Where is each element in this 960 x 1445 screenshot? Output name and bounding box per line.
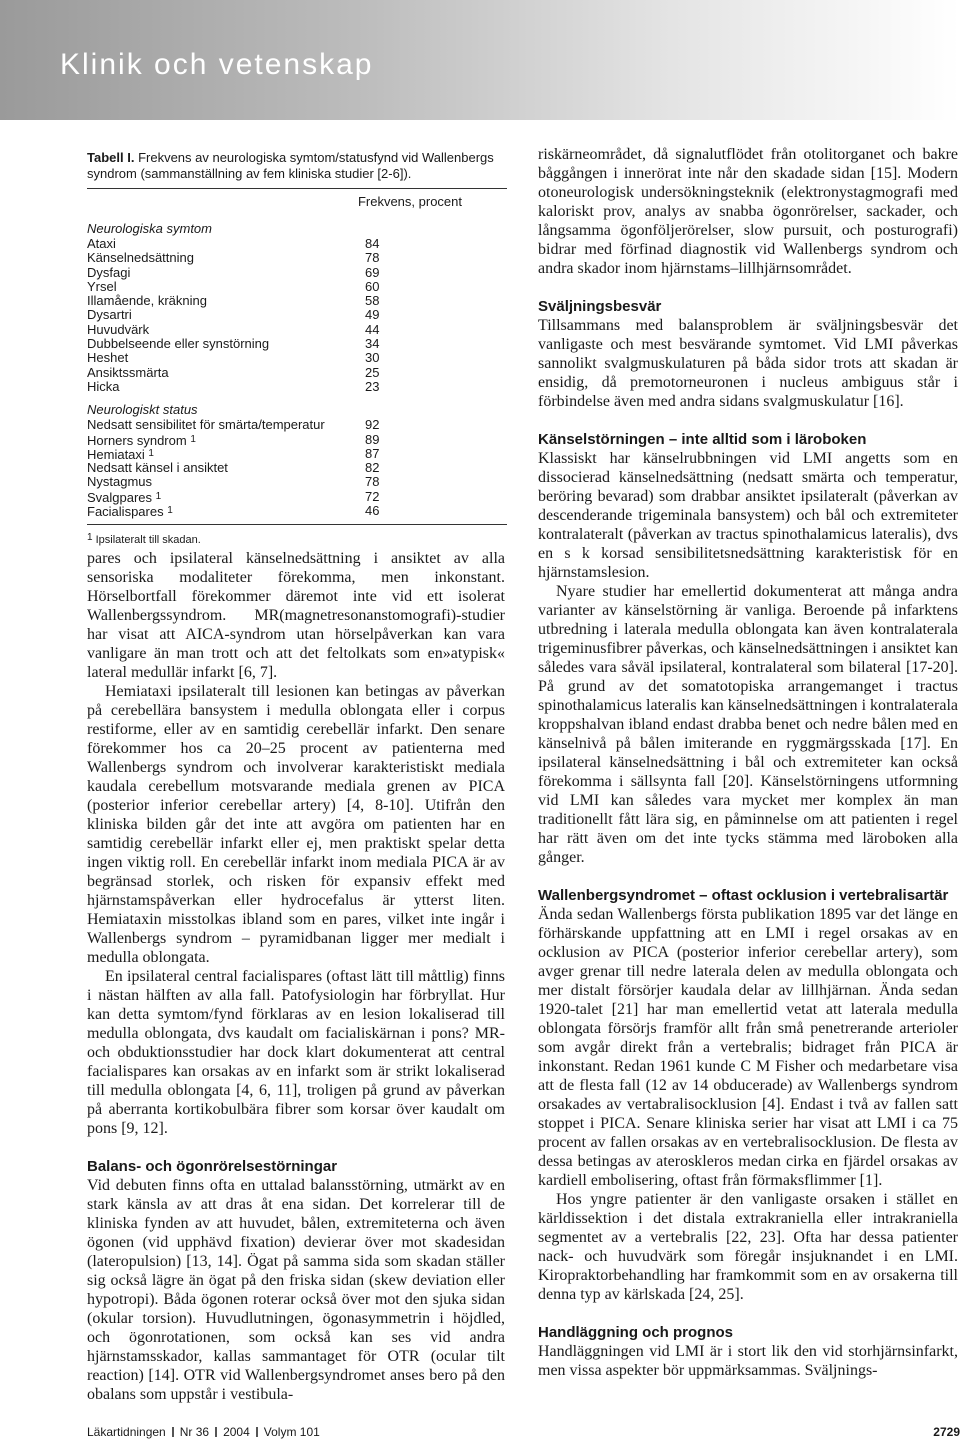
table-row-label: Horners syndrom $^1$ bbox=[87, 432, 196, 448]
table-row-value: 58 bbox=[365, 293, 380, 309]
table-row bbox=[87, 337, 507, 351]
left-text-column bbox=[87, 549, 505, 1404]
table-row bbox=[87, 308, 507, 322]
paragraph: Klassiskt har känselrubbningen vid LMI angetts som en dissocierad känselnedsättning (nedsatt smärta och temperatur, beröring bevarad) som drabbar ansiktet ipsilateralt (påverkan av descenderande trigeminala bansystem) och bål och extremiteter kontralateralt (påverkan av tractus spinothalamicus lateralis), dvs en s k korsad sensibilitetsnedsättning karakteristisk för en hjärnstamslesion. bbox=[538, 450, 958, 581]
table-row-label: Svalgpares $^1$ bbox=[87, 489, 162, 505]
table-row-value: 78 bbox=[365, 474, 380, 490]
footnote-ref: 1 bbox=[155, 490, 162, 502]
footnote-ref: 1 bbox=[167, 505, 173, 517]
footer-issue: Nr 36 bbox=[179, 1425, 210, 1439]
table-row-label: Ansiktssmärta bbox=[87, 364, 169, 380]
table-row-value: 87 bbox=[365, 445, 380, 461]
table-row-value: 30 bbox=[365, 350, 380, 366]
right-text-column bbox=[538, 145, 958, 1380]
paragraph: Ända sedan Wallenbergs första publikation 1895 var det länge en förhärskande uppfattning att en LMI i regel orsakas av en ocklusion av PICA (posterior inferior cerebellar artery), som avger grenar till nedre laterala delen av medulla oblongata och mer distalt försörjer kaudala delar av lillhjärnan. Ända sedan 1920-talet [21] har man emellertid vetat att laterala medulla oblongata försörjs framför allt från små penetrerande arterioler som avgår direkt från a vertebralis; bidraget från PICA är inkonstant. Redan 1961 kunde C M Fisher och medarbetare visa att de flesta fall (12 av 14 obducerade) av Wallenbergs syndrom orsakades av vertabralisocklusion [4]. Endast i två av fallen satt stoppet i PICA. Senare kliniska serier har visat att LMI i ca 75 procent av fallen orsakas av en vertebralisocklusion. De flesta av dessa betingas av ateroskleros medan cirka en fjärdel orsakas av kardiell embolisering, oftast från förmaksflimmer [1]. bbox=[538, 906, 958, 1189]
table-row bbox=[87, 447, 507, 461]
table-row-value: 82 bbox=[365, 460, 380, 476]
table-top-rule bbox=[87, 188, 507, 189]
paragraph: Hemiataxi ipsilateralt till lesionen kan betingas av påverkan på cerebellära bansystem i medulla oblongata eller i corpus restiforme, eller av en samtidig cerebellär infarkt. Den senare förekommer hos ca 20–25 procent av patienterna med Wallenbergs syndrom och involverar karakteristiskt mediala kaudala cerebellum motsvarande mediala grenen av PICA (posterior inferior cerebellar artery) [4, 8-10]. Utifrån den kliniska bilden går det inte att avgöra om patienten har en samtidig cerebellär infarkt eller ej, men praktiskt spelar detta ingen viktig roll. En cerebellär infarkt inom mediala PICA är av begränsad storlek, och risken för expansiv effekt med hjärnstamspåverkan eller hydrocefalus är ytterst liten. Hemiataxin misstolkas ibland som en pares, vilket inte ingår i Wallenbergs syndrom – pyramidbanan ligger mer medialt i medulla oblongata. bbox=[87, 683, 505, 966]
table-row-label: Yrsel bbox=[87, 278, 117, 294]
table-row-value: 89 bbox=[365, 431, 380, 447]
table-row-label: Heshet bbox=[87, 350, 129, 366]
table-caption bbox=[87, 150, 507, 182]
subheading-management: Handläggning och prognos bbox=[538, 1324, 733, 1341]
table-row-label: Hicka bbox=[87, 378, 120, 394]
table-row bbox=[87, 366, 507, 380]
table-1 bbox=[87, 150, 507, 547]
footnote-mark: 1 bbox=[87, 532, 93, 544]
table-row-label: Facialispares $^1$ bbox=[87, 504, 173, 520]
table-row-value: 44 bbox=[365, 321, 380, 337]
subheading-balance: Balans- och ögonrörelsestörningar bbox=[87, 1158, 338, 1175]
paragraph: En ipsilateral central facialispares (oftast lätt till måttlig) finns i nästan hälften av alla fall. Patofysiologin har förbryllat. Hur kan detta symtom/fynd förklaras av en lesion lokaliserad till medulla oblongata, dvs kaudalt om facialiskärnan i pons? MR- och obduktionsstudier har dock klart dokumenterat att central facialispares kan orsakas av en infarkt som är strikt lokaliserad till medulla oblongata [4, 6, 11], troligen på grund av påverkan på aberranta kortikobulbära fibrer som korsar över kaudalt om pons [9, 12]. bbox=[87, 968, 505, 1137]
table-row-label: Nedsatt känsel i ansiktet bbox=[87, 460, 228, 476]
paragraph: Tillsammans med balansproblem är sväljningsbesvär det vanligaste och mest besvärande symtomet. Vid LMI påverkas sannolikt svalgmuskulaturen på båda sidor trots att skadan är ensidig, då premotorneuronen i nucleus ambiguus står i förbindelse även med andra sidans svalgmuskulatur [16]. bbox=[538, 317, 958, 410]
table-row bbox=[87, 475, 507, 489]
subheading-wallenberg: Wallenbergsyndromet – oftast ocklusion i vertebralisartär bbox=[538, 887, 949, 904]
table-row-value: 84 bbox=[365, 236, 380, 251]
table-section-status: Neurologiskt status bbox=[87, 402, 198, 418]
table-row-value: 92 bbox=[365, 417, 380, 433]
table-row-value: 72 bbox=[365, 488, 380, 504]
table-footnote bbox=[87, 531, 507, 547]
footer-journal: Läkartidningen bbox=[87, 1425, 166, 1439]
table-section-symptoms: Neurologiska symtom bbox=[87, 221, 212, 236]
table-row bbox=[87, 433, 507, 447]
table-bottom-rule bbox=[87, 524, 507, 525]
table-column-header: Frekvens, procent bbox=[357, 194, 462, 209]
subheading-swallowing: Sväljningsbesvär bbox=[538, 298, 662, 315]
page-number: 2729 bbox=[933, 1425, 960, 1439]
footnote-ref: 1 bbox=[148, 447, 154, 459]
table-row bbox=[87, 251, 507, 265]
section-title: Klinik och vetenskap bbox=[60, 48, 374, 81]
table-caption-text: Frekvens av neurologiska symtom/statusfynd vid Wallenbergs syndrom (sammanställning av fem kliniska studier [2-6]). bbox=[87, 150, 494, 181]
table-row bbox=[87, 266, 507, 280]
table-row-label: Illamående, kräkning bbox=[87, 293, 207, 309]
paragraph: Vid debuten finns ofta en uttalad balansstörning, utmärkt av en stark känsla av att dras åt ena sidan. Det korrelerar till de kliniska fynden av att huvudet, bålen, extremiteterna och även ögonen (vid upphävd fixation) devierar över mot skadesidan (lateropulsion) [13, 14]. Ögat på samma sida som skadan ställer sig också lägre än ögat på den friska sidan (skew deviation eller hypotropi). Båda ögonen roterar också över mot den sjuka sidan (okular torsion). Huvudlutningen, ögonasymmetrin i höjdled, och ögonrotationen, som också kan ses vid andra hjärnstamsskador, kallas sammantaget för OTR (ocular tilt reaction) [14]. OTR vid Wallenbergsyndromet anses bero på den obalans som uppstår i vestibula- bbox=[87, 1177, 505, 1403]
table-row-value: 69 bbox=[365, 264, 380, 280]
table-row-label: Dysfagi bbox=[87, 264, 131, 280]
table-row bbox=[87, 351, 507, 365]
subheading-sensory: Känselstörningen – inte alltid som i läroboken bbox=[538, 431, 867, 448]
table-row bbox=[87, 380, 507, 394]
table-row-label: Dubbelseende eller synstörning bbox=[87, 336, 270, 352]
table-row bbox=[87, 461, 507, 475]
table-label: Tabell I. bbox=[87, 150, 135, 165]
table-status-rows bbox=[87, 418, 507, 518]
paragraph: Hos yngre patienter är den vanligaste orsaken i stället en kärldissektion i det distala extrakraniella eller intrakraniella segmentet av a vertebralis [22, 23]. Ofta har dessa patienter nack- och huvudvärk som föregår insjuknandet i en LMI. Kiropraktorbehandling har framkommit som en av orsakerna till denna typ av kärlskada [24, 25]. bbox=[538, 1191, 958, 1303]
page-footer bbox=[87, 1425, 960, 1441]
table-row bbox=[87, 504, 507, 518]
footnote-text: Ipsilateralt till skadan. bbox=[95, 534, 201, 547]
footer-volume: Volym 101 bbox=[263, 1425, 320, 1439]
table-row-label: Hemiataxi $^1$ bbox=[87, 446, 154, 462]
footer-year: 2004 bbox=[223, 1425, 250, 1439]
footer-separator bbox=[172, 1427, 174, 1437]
table-row-label: Ataxi bbox=[87, 236, 116, 251]
paragraph: Nyare studier har emellertid dokumenterat att många andra varianter av känselstörning är vanliga. Beroende på infarktens utbredning i laterala medulla oblongata kan även kontralaterala trigeminusfibrer påverkas, och känselnedsättningen i ansiktet kan således vara såväl ipsilateral, kontralateral som bilateral [17-20]. På grund av det somatotopiska arrangemanget i tractus spinothalamicus lateralis kan känselnedsättningen i kontralaterala kroppshalvan ibland endast drabba benet och nedre bålen med en känselnivå på bålen imiterande en ryggmärgsskada [17]. En ipsilateral känselnedsättning i bål och extremiteter kan också förekomma i sällsynta fall [20]. Känselstörningens utformning vid LMI kan således vara mycket mer komplex än man traditionellt fått lära sig, en påminnelse om att patienten i regel har rätt även om det inte tycks stämma med läroboken alla gånger. bbox=[538, 583, 958, 866]
paragraph: pares och ipsilateral känselnedsättning i ansiktet av alla sensoriska modaliteter förekomma, men inkonstant. Hörselbortfall förekommer däremot inte vid ett isolerat Wallenbergssyndrom. MR(magnetresonanstomografi)-studier har visat att AICA-syndrom utan hörselpåverkan kan vara vanligare än man trott och att det feltolkats som en»atypisk« lateral medullär infarkt [6, 7]. bbox=[87, 550, 505, 681]
table-row bbox=[87, 490, 507, 504]
table-row-value: 60 bbox=[365, 278, 380, 294]
footer-citation bbox=[87, 1425, 320, 1439]
table-row-label: Nedsatt sensibilitet för smärta/temperatur bbox=[87, 417, 325, 433]
footer-separator bbox=[256, 1427, 258, 1437]
table-row bbox=[87, 237, 507, 251]
table-row-label: Känselnedsättning bbox=[87, 250, 194, 266]
footer-separator bbox=[215, 1427, 217, 1437]
table-row-label: Huvudvärk bbox=[87, 321, 150, 337]
table-row bbox=[87, 294, 507, 308]
section-banner bbox=[0, 0, 960, 120]
table-symptom-rows bbox=[87, 237, 507, 394]
paragraph: riskärneområdet, då signalutflödet från otolitorganet och bakre båggången i innerörat inte når den skadade sidan [15]. Modern otoneurologisk undersökningsteknik (elektronystagmografi med kaloriskt prov, analys av snabba ögonrörelser, sackader, och långsamma ögonföljerörelser, slow pursuit, och posturografi) bidrar med förfinad diagnostik vid Wallenbergs syndrom och andra skador inom hjärnstams–lillhjärnsområdet. bbox=[538, 146, 958, 277]
table-row bbox=[87, 418, 507, 432]
table-row bbox=[87, 323, 507, 337]
paragraph: Handläggningen vid LMI är i stort lik den vid storhjärnsinfarkt, men vissa aspekter bör uppmärksammas. Sväljnings- bbox=[538, 1343, 958, 1379]
table-row-value: 49 bbox=[365, 307, 380, 323]
table-row-value: 78 bbox=[365, 250, 380, 266]
table-row-value: 34 bbox=[365, 336, 380, 352]
footnote-ref: 1 bbox=[190, 433, 196, 445]
table-row bbox=[87, 280, 507, 294]
table-row-value: 23 bbox=[365, 378, 380, 394]
table-row-value: 46 bbox=[365, 503, 380, 519]
table-row-label: Dysartri bbox=[87, 307, 132, 323]
table-row-label: Nystagmus bbox=[87, 474, 153, 490]
table-row-value: 25 bbox=[365, 364, 380, 380]
